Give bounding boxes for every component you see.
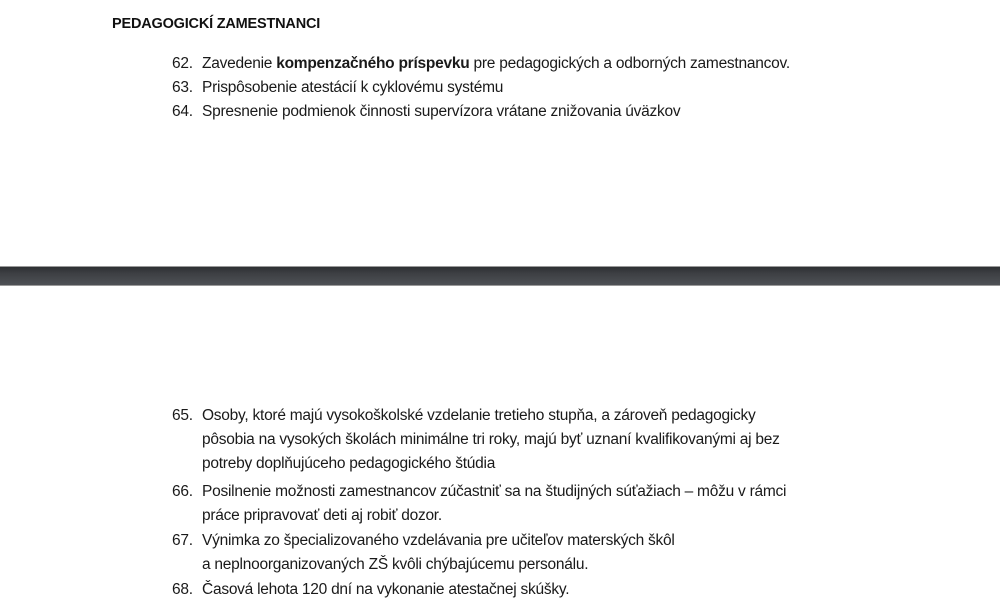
list-item-62 xyxy=(172,52,790,76)
item-text-continuation: pôsobia na vysokých školách minimálne tri roky, majú byť uznaní kvalifikovanými aj bez xyxy=(202,431,780,448)
item-number: 65. xyxy=(172,407,193,424)
item-number: 63. xyxy=(172,79,193,96)
item-text-continuation: práce pripravovať deti aj robiť dozor. xyxy=(202,507,442,524)
list-item-63 xyxy=(172,76,503,100)
section-heading: PEDAGOGICKÍ ZAMESTNANCI xyxy=(112,16,321,32)
list-item-66 xyxy=(172,480,786,528)
item-text: Výnimka zo špecializovaného vzdelávania pre učiteľov materských škôl xyxy=(202,532,675,549)
item-text: Zavedenie xyxy=(202,55,277,72)
item-text: Spresnenie podmienok činnosti supervízora vrátane znižovania úväzkov xyxy=(202,103,681,120)
document-page-top xyxy=(0,0,1000,266)
item-text: Osoby, ktoré majú vysokoškolské vzdelanie tretieho stupňa, a zároveň pedagogicky xyxy=(202,407,756,424)
item-text: pre pedagogických a odborných zamestnancov. xyxy=(469,55,790,72)
list-item-65 xyxy=(172,404,780,476)
item-number: 64. xyxy=(172,103,193,120)
item-text-continuation: potreby doplňujúceho pedagogického štúdia xyxy=(202,455,496,472)
item-text-continuation: a neplnoorganizovaných ZŠ kvôli chýbajúcemu personálu. xyxy=(202,556,589,573)
item-text: Posilnenie možnosti zamestnancov zúčastniť sa na študijných súťažiach – môžu v rámci xyxy=(202,483,787,500)
page-break-divider xyxy=(0,266,1000,286)
item-number: 66. xyxy=(172,483,193,500)
list-item-64 xyxy=(172,100,680,124)
document-page-bottom xyxy=(0,286,1000,615)
item-number: 62. xyxy=(172,55,193,72)
item-number: 68. xyxy=(172,581,193,598)
item-number: 67. xyxy=(172,532,193,549)
item-text: Časová lehota 120 dní na vykonanie atestačnej skúšky. xyxy=(202,581,570,598)
item-text-bold: kompenzačného príspevku xyxy=(276,55,470,72)
list-item-68 xyxy=(172,578,569,602)
list-item-67 xyxy=(172,529,675,577)
item-text: Prispôsobenie atestácií k cyklovému systému xyxy=(202,79,504,96)
